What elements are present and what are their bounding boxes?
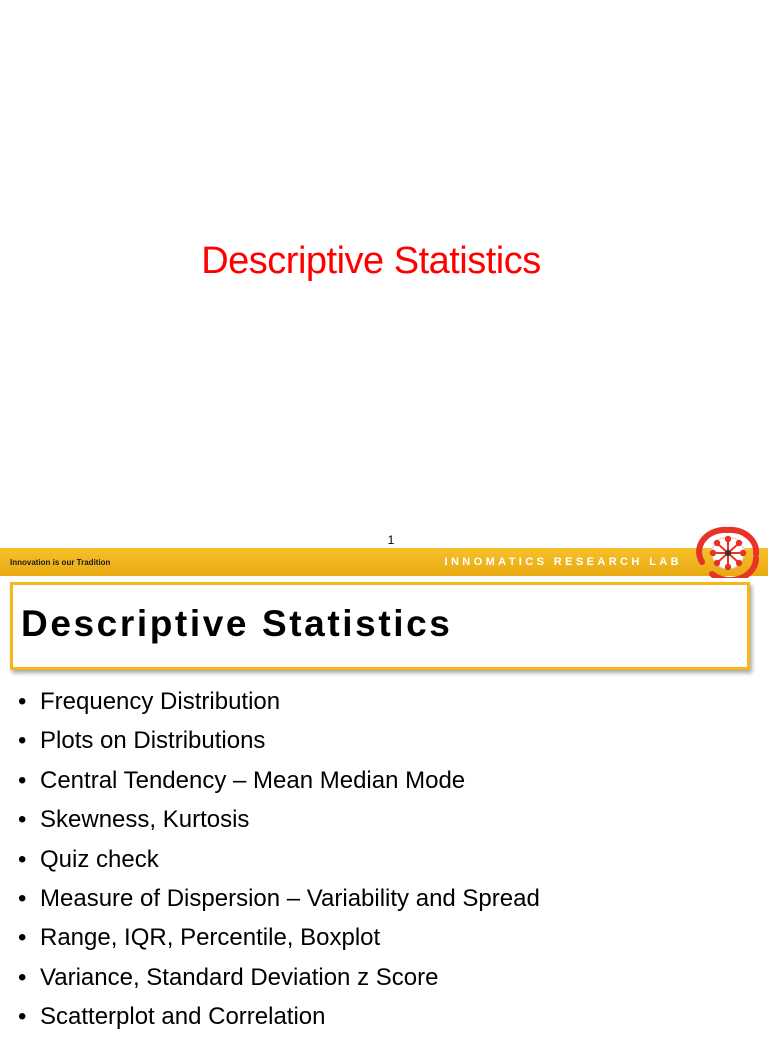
- bullet-icon: •: [18, 688, 27, 715]
- list-item: • Skewness, Kurtosis: [18, 800, 540, 839]
- bullet-icon: •: [18, 806, 27, 834]
- bullet-icon: •: [18, 845, 27, 873]
- bullet-icon: •: [18, 727, 27, 755]
- bullet-icon: •: [18, 963, 27, 991]
- bullet-icon: •: [18, 766, 27, 794]
- tagline: Innovation is our Tradition: [10, 558, 111, 567]
- list-item: • Measure of Dispersion – Variability and Spread: [18, 879, 540, 918]
- list-item: • Quiz check: [18, 840, 540, 879]
- slide-2-title: Descriptive Statistics: [21, 603, 453, 644]
- bullet-icon: •: [18, 924, 27, 952]
- bullet-icon: •: [18, 885, 27, 913]
- list-item: • Range, IQR, Percentile, Boxplot: [18, 918, 540, 957]
- footer-banner: [0, 548, 768, 576]
- brand-name: INNOMATICS RESEARCH LAB: [444, 556, 682, 568]
- list-item: • Frequency Distribution: [18, 682, 540, 721]
- slide-2-title-box: [10, 582, 750, 670]
- slide-1-title: Descriptive Statistics: [201, 240, 541, 282]
- page-number: 1: [387, 533, 395, 547]
- bullet-icon: •: [18, 1003, 27, 1031]
- list-item: • Plots on Distributions: [18, 721, 540, 760]
- topic-list: [18, 682, 540, 1037]
- list-item: • Variance, Standard Deviation z Score: [18, 958, 540, 997]
- list-item: • Central Tendency – Mean Median Mode: [18, 761, 540, 800]
- innomatics-logo-icon: [692, 524, 764, 578]
- list-item: • Scatterplot and Correlation: [18, 997, 540, 1036]
